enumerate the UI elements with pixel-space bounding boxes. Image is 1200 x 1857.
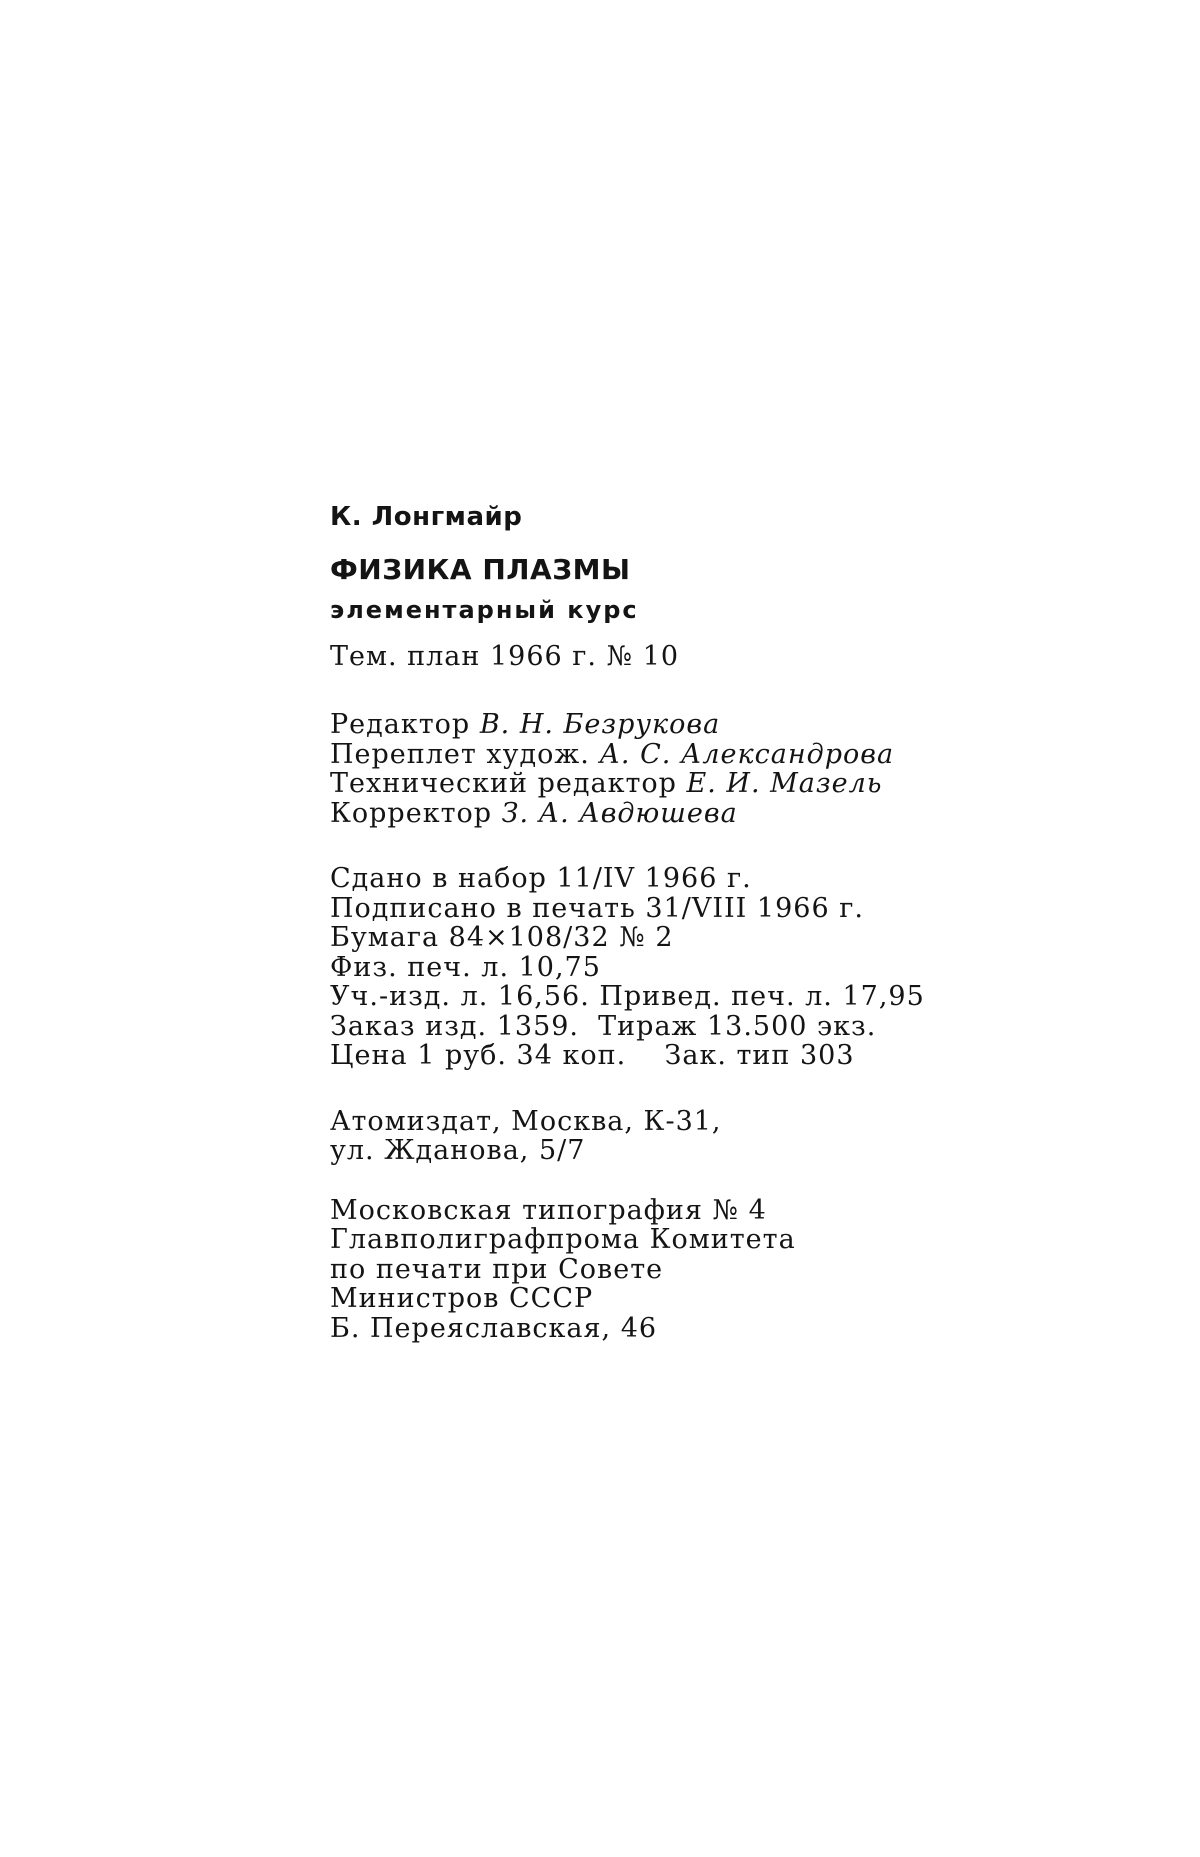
publisher-line: ул. Жданова, 5/7 [330,1135,586,1166]
print-detail-line: Уч.-изд. л. 16,56. Привед. печ. л. 17,95 [330,981,925,1012]
book-subtitle: элементарный курс [330,596,639,624]
printer-line: по печати при Совете [330,1253,664,1285]
publishing-plan: Тем. план 1966 г. № 10 [330,641,680,672]
printer-line: Б. Переяславская, 46 [330,1312,658,1344]
staff-person: З. А. Авдюшева [501,797,738,829]
printer-line: Московская типография № 4 [330,1194,767,1226]
print-detail-line: Цена 1 руб. 34 коп. Зак. тип 303 [330,1040,855,1071]
staff-role: Редактор [330,709,471,740]
staff-person: А. С. Александрова [599,738,895,770]
print-detail-line: Бумага 84×108/32 № 2 [330,922,674,953]
staff-person: Е. И. Мазель [686,768,883,799]
staff-role: Переплет худож. [330,738,590,770]
print-detail-line: Физ. печ. л. 10,75 [330,951,601,983]
printer-block [330,1196,930,1344]
print-detail-line: Заказ изд. 1359. Тираж 13.500 экз. [330,1010,877,1042]
print-detail-line: Сдано в набор 11/IV 1966 г. [330,863,752,894]
colophon-page [330,500,930,1343]
author: К. Лонгмайр [330,502,523,532]
staff-role: Корректор [330,797,493,829]
printer-line: Министров СССР [330,1283,594,1314]
staff-role: Технический редактор [330,768,677,799]
staff-line [330,769,930,799]
staff-person: В. Н. Безрукова [479,709,721,740]
print-detail-line: Подписано в печать 31/VIII 1966 г. [330,892,864,924]
staff-line [330,799,930,829]
staff-line [330,740,930,770]
publisher-block [330,1107,930,1166]
publisher-line: Атомиздат, Москва, К-31, [330,1105,722,1137]
printer-line: Главполиграфпрома Комитета [330,1224,796,1255]
book-title: ФИЗИКА ПЛАЗМЫ [330,553,631,586]
staff-block [330,710,930,828]
staff-line [330,710,930,740]
print-details-block [330,864,930,1071]
